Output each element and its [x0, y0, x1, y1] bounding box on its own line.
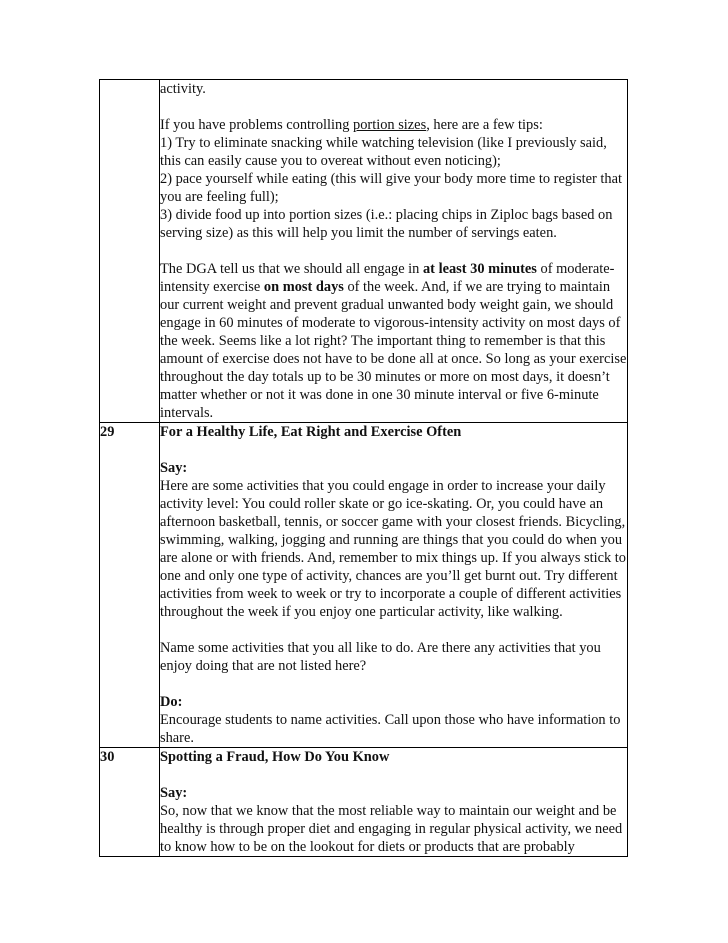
- say-text: Here are some activities that you could engage in order to increase your daily activity level: You could roller skate or go ice-skating. Or, you could have an afternoon basketball, tennis, or soccer game with your closest friends. Bicycling, swimming, walking, jogging and running are things that you could do when you are alone or with friends. And, remember to mix things up. If you always stick to one and only one type of activity, chances are you’ll get burnt out. Try different activities from week to week or try to incorporate a couple of different activities throughout the week if you enjoy one particular activity, like walking.: [160, 478, 626, 620]
- slide-number-cell: 30: [100, 748, 160, 857]
- say-label: Say:: [160, 785, 188, 801]
- discussion-question: Name some activities that you all like to do. Are there any activities that you enjoy doing that are not listed here?: [160, 640, 601, 674]
- slide-heading: Spotting a Fraud, How Do You Know: [160, 749, 390, 765]
- script-cell: [160, 748, 628, 857]
- tip-item: 2) pace yourself while eating (this will give your body more time to register that you are feeling full);: [160, 171, 622, 205]
- tip-item: 1) Try to eliminate snacking while watching television (like I previously said, this can easily cause you to overeat without even noticing);: [160, 135, 607, 169]
- slide-heading: For a Healthy Life, Eat Right and Exercise Often: [160, 424, 462, 440]
- table-row: [100, 80, 628, 423]
- do-label: Do:: [160, 694, 183, 710]
- say-text: So, now that we know that the most reliable way to maintain our weight and be healthy is through proper diet and engaging in regular physical activity, we need to know how to be on the lookout for diets or products that are probably: [160, 803, 623, 855]
- table-row: [100, 748, 628, 857]
- portion-sizes-link[interactable]: portion sizes: [353, 117, 427, 133]
- table-row: [100, 423, 628, 748]
- slide-number-cell: 29: [100, 423, 160, 748]
- say-label: Say:: [160, 460, 188, 476]
- dga-paragraph: The DGA tell us that we should all engage in at least 30 minutes of moderate-intensity exercise on most days of the week. And, if we are trying to maintain our current weight and prevent gradual unwanted body weight gain, we should engage in 60 minutes of moderate to vigorous-intensity activity on most days of the week. Seems like a lot right? The important thing to remember is that this amount of exercise does not have to be done all at once. So long as your exercise throughout the day totals up to be 30 minutes or more on most days, it doesn’t matter whether or not it was done in one 30 minute interval or five 6-minute intervals.: [160, 261, 627, 421]
- slide-number-cell: [100, 80, 160, 423]
- continued-text: activity.: [160, 81, 206, 97]
- script-cell: [160, 80, 628, 423]
- script-cell: [160, 423, 628, 748]
- do-text: Encourage students to name activities. Call upon those who have information to share.: [160, 712, 621, 746]
- lesson-script-table: [99, 79, 628, 857]
- tips-intro: If you have problems controlling portion sizes, here are a few tips:: [160, 117, 543, 133]
- tip-item: 3) divide food up into portion sizes (i.e.: placing chips in Ziploc bags based on serving size) as this will help you limit the number of servings eaten.: [160, 207, 613, 241]
